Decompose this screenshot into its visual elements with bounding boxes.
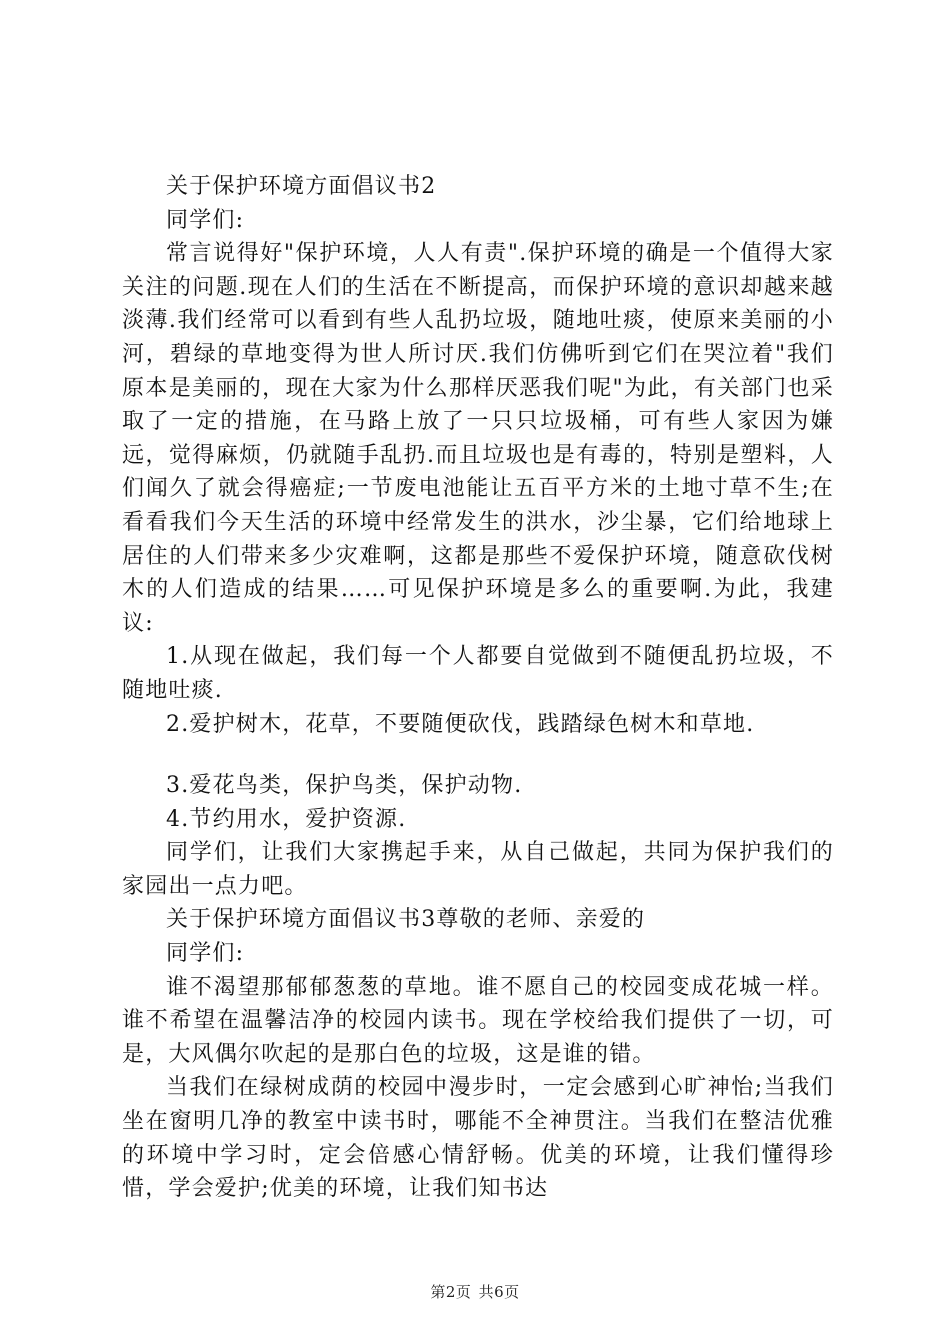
document-body (122, 170, 834, 1206)
body-paragraph: 谁不渴望那郁郁葱葱的草地。谁不愿自己的校园变成花城一样。谁不希望在温馨洁净的校园内读书。现在学校给我们提供了一切，可是，大风偶尔吹起的是那白色的垃圾，这是谁的错。 (122, 974, 834, 1067)
proposal-item: 1.从现在做起，我们每一个人都要自觉做到不随便乱扔垃圾，不随地吐痰. (122, 644, 834, 703)
section-title: 关于保护环境方面倡议书3尊敬的老师、亲爱的 (166, 907, 646, 933)
salutation: 同学们: (166, 941, 245, 967)
page-total: 共6页 (478, 1283, 520, 1301)
body-paragraph: 当我们在绿树成荫的校园中漫步时，一定会感到心旷神怡;当我们坐在窗明几净的教室中读书时，哪能不全神贯注。当我们在整洁优雅的环境中学习时，定会倍感心情舒畅。优美的环境，让我们懂得珍惜，学会爱护;优美的环境，让我们知书达 (122, 1075, 834, 1202)
section-title: 关于保护环境方面倡议书2 (166, 174, 437, 199)
salutation: 同学们: (166, 207, 245, 233)
closing-paragraph: 同学们，让我们大家携起手来，从自己做起，共同为保护我们的家园出一点力吧。 (122, 840, 834, 899)
page-number: 第2页 (430, 1283, 472, 1301)
proposal-item: 4.节约用水，爱护资源. (166, 806, 407, 832)
proposal-item: 3.爱花鸟类，保护鸟类，保护动物. (166, 773, 523, 799)
proposal-item: 2.爱护树木，花草，不要随便砍伐，践踏绿色树木和草地. (166, 711, 755, 737)
body-paragraph: 常言说得好"保护环境，人人有责".保护环境的确是一个值得大家关注的问题.现在人们的生活在不断提高，而保护环境的意识却越来越淡薄.我们经常可以看到有些人乱扔垃圾，随地吐痰，使原来美丽的小河，碧绿的草地变得为世人所讨厌.我们仿佛听到它们在哭泣着"我们原本是美丽的，现在大家为什么那样厌恶我们呢"为此，有关部门也采取了一定的措施，在马路上放了一只只垃圾桶，可有些人家因为嫌远，觉得麻烦，仍就随手乱扔.而且垃圾也是有毒的，特别是塑料，人们闻久了就会得癌症;一节废电池能让五百平方米的土地寸草不生;在看看我们今天生活的环境中经常发生的洪水，沙尘暴，它们给地球上居住的人们带来多少灾难啊，这都是那些不爱保护环境，随意砍伐树木的人们造成的结果……可见保护环境是多么的重要啊.为此，我建议: (122, 241, 834, 636)
page-footer (0, 1281, 950, 1302)
